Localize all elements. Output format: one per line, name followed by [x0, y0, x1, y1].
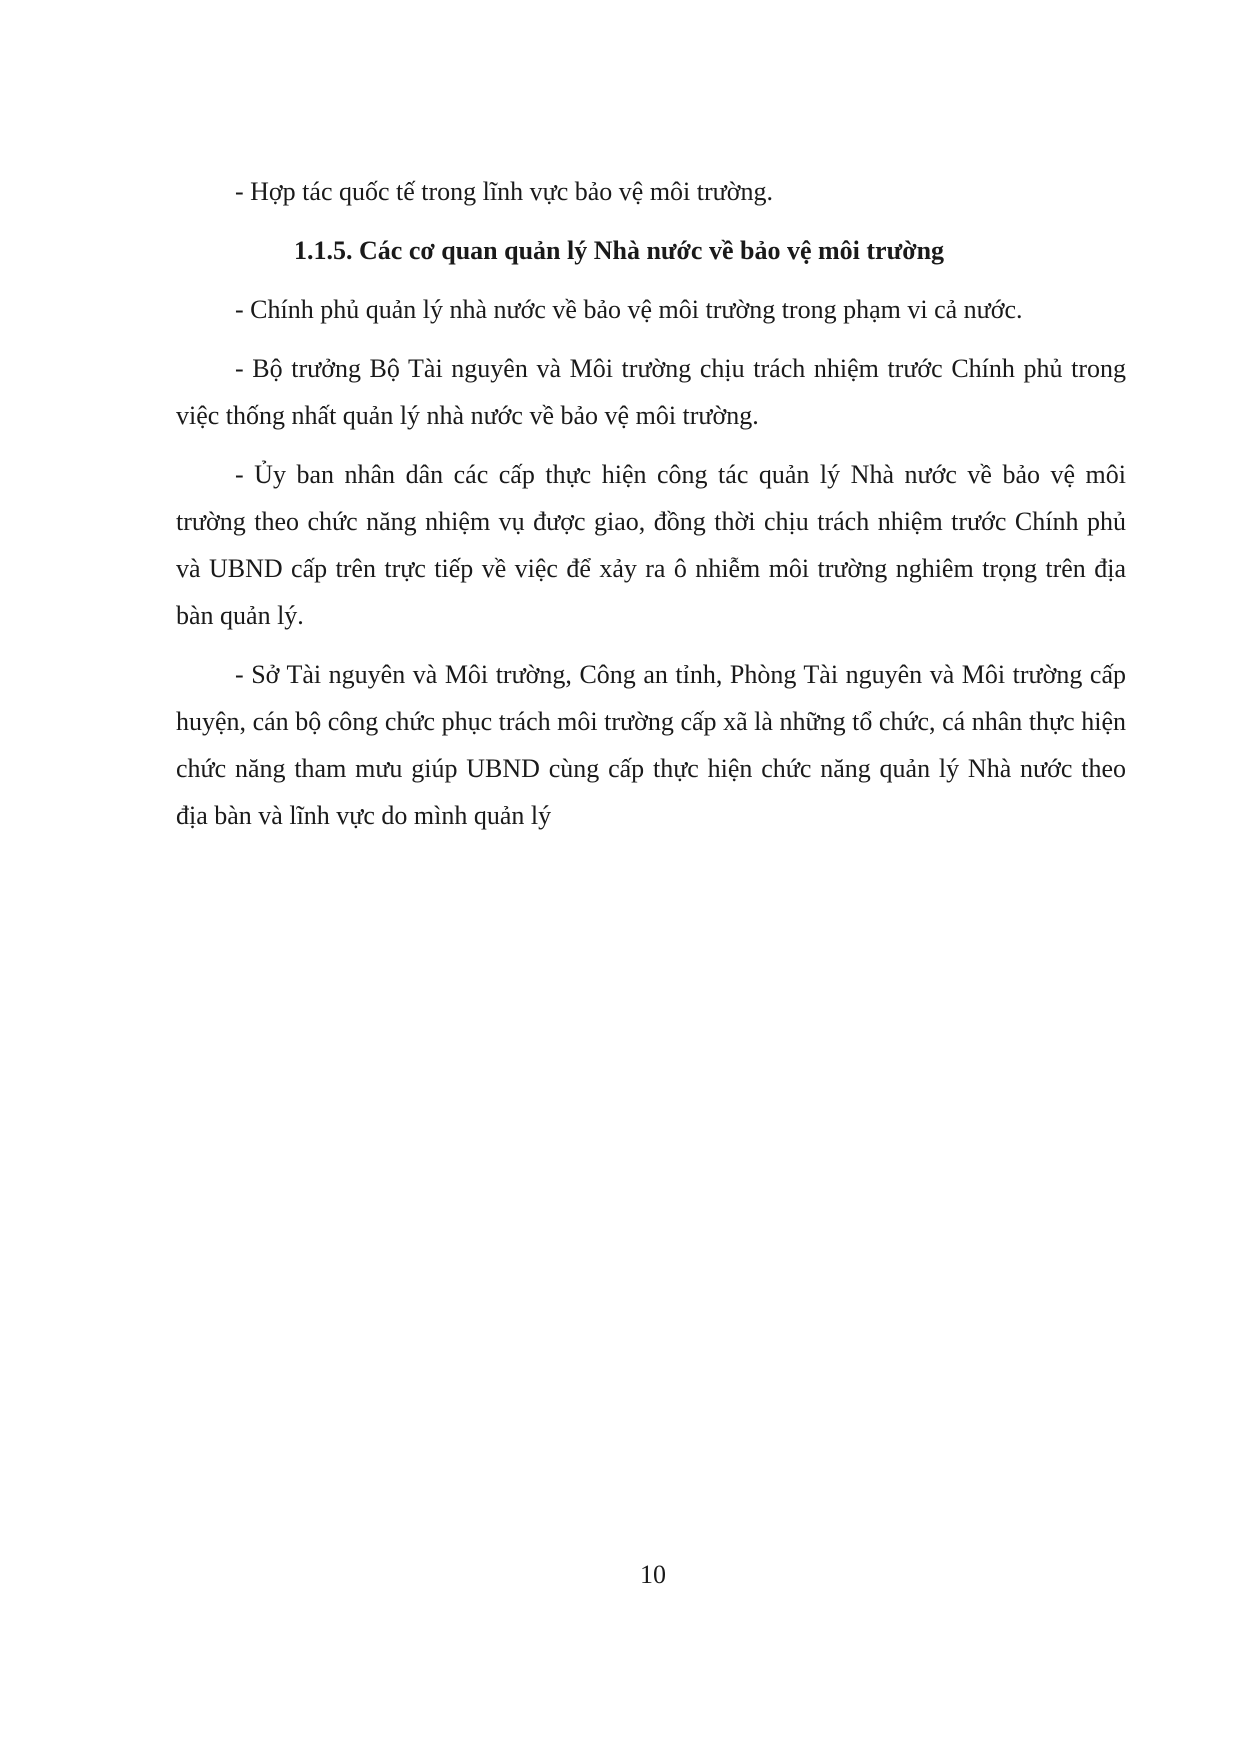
section-heading: 1.1.5. Các cơ quan quản lý Nhà nước về bảo vệ môi trường: [294, 236, 945, 265]
paragraph-international-cooperation: - Hợp tác quốc tế trong lĩnh vực bảo vệ môi trường.: [235, 177, 774, 206]
paragraph-departments: - Sở Tài nguyên và Môi trường, Công an tỉnh, Phòng Tài nguyên và Môi trường cấp huyện, cán bộ công chức phục trách môi trường cấp xã là những tổ chức, cá nhân thực hiện chức năng tham mưu giúp UBND cùng cấp thực hiện chức năng quản lý Nhà nước theo địa bàn và lĩnh vực do mình quản lý: [176, 660, 1126, 830]
paragraph-peoples-committee: - Ủy ban nhân dân các cấp thực hiện công tác quản lý Nhà nước về bảo vệ môi trường theo chức năng nhiệm vụ được giao, đồng thời chịu trách nhiệm trước Chính phủ và UBND cấp trên trực tiếp về việc để xảy ra ô nhiễm môi trường nghiêm trọng trên địa bàn quản lý.: [176, 460, 1126, 630]
page-content: [176, 168, 1126, 851]
paragraph-minister: - Bộ trưởng Bộ Tài nguyên và Môi trường chịu trách nhiệm trước Chính phủ trong việc thống nhất quản lý nhà nước về bảo vệ môi trường.: [176, 354, 1126, 430]
paragraph-government: - Chính phủ quản lý nhà nước về bảo vệ môi trường trong phạm vi cả nước.: [235, 295, 1023, 324]
page-number: 10: [640, 1560, 666, 1589]
